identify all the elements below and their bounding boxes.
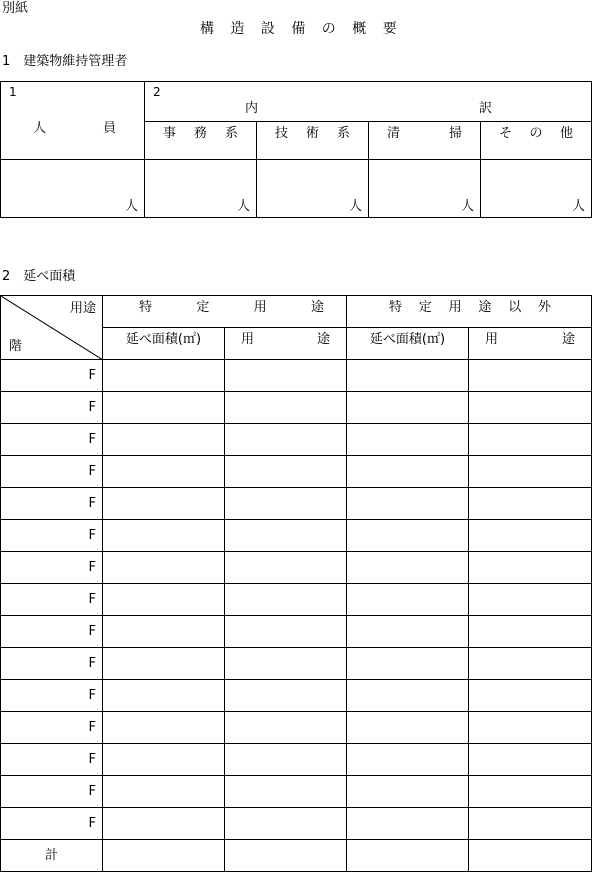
total-specified-use[interactable]: [225, 840, 347, 872]
use-header-2: 用 途: [469, 328, 592, 360]
breakdown-header: 2 内 訳: [145, 82, 592, 122]
specified-use-cell[interactable]: [225, 360, 347, 392]
other-value[interactable]: 人: [481, 160, 592, 218]
specified-area-cell[interactable]: [103, 744, 225, 776]
other-area-cell[interactable]: [347, 744, 469, 776]
floor-label[interactable]: F: [1, 776, 103, 808]
other-area-cell[interactable]: [347, 488, 469, 520]
other-use-cell[interactable]: [469, 616, 592, 648]
other-area-cell[interactable]: [347, 456, 469, 488]
other-use-cell[interactable]: [469, 584, 592, 616]
specified-use-cell[interactable]: [225, 456, 347, 488]
specified-area-cell[interactable]: [103, 680, 225, 712]
other-area-cell[interactable]: [347, 360, 469, 392]
other-use-cell[interactable]: [469, 776, 592, 808]
other-use-cell[interactable]: [469, 648, 592, 680]
floor-row: [1, 456, 592, 488]
floor-label[interactable]: F: [1, 648, 103, 680]
floor-label[interactable]: F: [1, 680, 103, 712]
floor-row: [1, 680, 592, 712]
non-specified-use-header: 特 定 用 途 以 外: [347, 296, 592, 328]
area-header-2: 延べ面積(㎡): [347, 328, 469, 360]
header-cleaning: 清 掃: [369, 122, 481, 160]
floor-label[interactable]: F: [1, 520, 103, 552]
floor-row: [1, 584, 592, 616]
other-use-cell[interactable]: [469, 552, 592, 584]
floor-label[interactable]: F: [1, 424, 103, 456]
other-area-cell[interactable]: [347, 392, 469, 424]
other-use-cell[interactable]: [469, 520, 592, 552]
other-use-cell[interactable]: [469, 360, 592, 392]
other-use-cell[interactable]: [469, 744, 592, 776]
floor-label[interactable]: F: [1, 488, 103, 520]
other-use-cell[interactable]: [469, 808, 592, 840]
floor-label[interactable]: F: [1, 584, 103, 616]
specified-area-cell[interactable]: [103, 424, 225, 456]
floor-row: [1, 520, 592, 552]
specified-use-cell[interactable]: [225, 552, 347, 584]
specified-area-cell[interactable]: [103, 712, 225, 744]
office-value[interactable]: 人: [145, 160, 257, 218]
other-area-cell[interactable]: [347, 808, 469, 840]
floor-row: [1, 776, 592, 808]
corner-header: 用途 階: [1, 296, 103, 360]
floor-label[interactable]: F: [1, 360, 103, 392]
floor-row: [1, 424, 592, 456]
specified-use-cell[interactable]: [225, 808, 347, 840]
other-area-cell[interactable]: [347, 712, 469, 744]
total-other-area[interactable]: [347, 840, 469, 872]
floor-label[interactable]: F: [1, 744, 103, 776]
page-title: 構 造 設 備 の 概 要: [200, 21, 403, 37]
other-area-cell[interactable]: [347, 616, 469, 648]
specified-use-cell[interactable]: [225, 680, 347, 712]
other-use-cell[interactable]: [469, 712, 592, 744]
other-area-cell[interactable]: [347, 648, 469, 680]
floor-row: [1, 552, 592, 584]
specified-use-cell[interactable]: [225, 584, 347, 616]
specified-use-cell[interactable]: [225, 424, 347, 456]
header-other: そ の 他: [481, 122, 592, 160]
floor-row: [1, 648, 592, 680]
other-area-cell[interactable]: [347, 520, 469, 552]
other-area-cell[interactable]: [347, 552, 469, 584]
other-area-cell[interactable]: [347, 424, 469, 456]
staff-total-header: 1 人 員: [1, 82, 145, 160]
technical-value[interactable]: 人: [257, 160, 369, 218]
other-area-cell[interactable]: [347, 776, 469, 808]
floor-row: [1, 712, 592, 744]
specified-area-cell[interactable]: [103, 584, 225, 616]
other-use-cell[interactable]: [469, 488, 592, 520]
area-header-1: 延べ面積(㎡): [103, 328, 225, 360]
specified-use-cell[interactable]: [225, 616, 347, 648]
other-use-cell[interactable]: [469, 680, 592, 712]
floor-row: [1, 488, 592, 520]
specified-use-cell[interactable]: [225, 520, 347, 552]
floor-label[interactable]: F: [1, 392, 103, 424]
specified-area-cell[interactable]: [103, 520, 225, 552]
floor-row: [1, 360, 592, 392]
specified-area-cell[interactable]: [103, 648, 225, 680]
specified-area-cell[interactable]: [103, 808, 225, 840]
specified-area-cell[interactable]: [103, 392, 225, 424]
floor-label[interactable]: F: [1, 456, 103, 488]
floor-row: [1, 616, 592, 648]
other-use-cell[interactable]: [469, 392, 592, 424]
specified-area-cell[interactable]: [103, 776, 225, 808]
specified-area-cell[interactable]: [103, 552, 225, 584]
staff-table: [0, 81, 592, 218]
specified-use-cell[interactable]: [225, 488, 347, 520]
total-specified-area[interactable]: [103, 840, 225, 872]
header-office: 事 務 系: [145, 122, 257, 160]
specified-area-cell[interactable]: [103, 456, 225, 488]
other-use-cell[interactable]: [469, 456, 592, 488]
floor-label[interactable]: F: [1, 616, 103, 648]
other-area-cell[interactable]: [347, 680, 469, 712]
specified-area-cell[interactable]: [103, 488, 225, 520]
other-area-cell[interactable]: [347, 584, 469, 616]
specified-area-cell[interactable]: [103, 360, 225, 392]
staff-total-value[interactable]: 人: [1, 160, 145, 218]
floor-label[interactable]: F: [1, 808, 103, 840]
use-header-1: 用 途: [225, 328, 347, 360]
attachment-label: 別紙: [2, 1, 29, 16]
specified-use-header: 特 定 用 途: [103, 296, 347, 328]
floor-row: [1, 808, 592, 840]
floor-row: [1, 744, 592, 776]
specified-use-cell[interactable]: [225, 776, 347, 808]
header-technical: 技 術 系: [257, 122, 369, 160]
floor-row: [1, 392, 592, 424]
floor-label[interactable]: F: [1, 712, 103, 744]
section2-heading: 2 延べ面積: [2, 269, 76, 284]
specified-use-cell[interactable]: [225, 712, 347, 744]
specified-area-cell[interactable]: [103, 616, 225, 648]
other-use-cell[interactable]: [469, 424, 592, 456]
total-other-use[interactable]: [469, 840, 592, 872]
specified-use-cell[interactable]: [225, 744, 347, 776]
specified-use-cell[interactable]: [225, 648, 347, 680]
specified-use-cell[interactable]: [225, 392, 347, 424]
total-label: 計: [1, 840, 103, 872]
floor-area-table: [0, 295, 592, 872]
cleaning-value[interactable]: 人: [369, 160, 481, 218]
total-row: [1, 840, 592, 872]
section1-heading: 1 建築物維持管理者: [2, 54, 128, 69]
floor-label[interactable]: F: [1, 552, 103, 584]
